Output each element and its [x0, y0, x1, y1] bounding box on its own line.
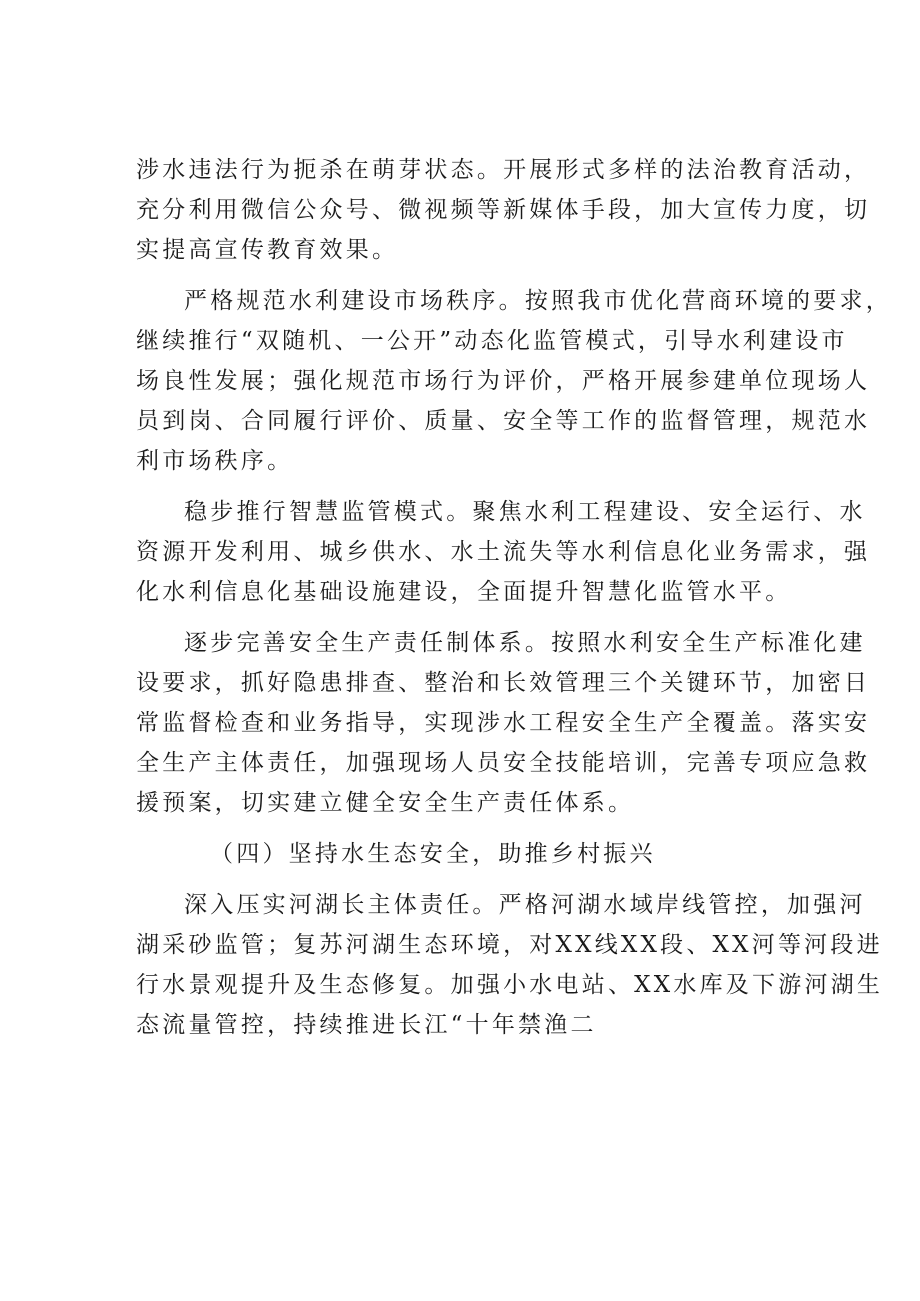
- text-line: 涉水违法行为扼杀在萌芽状态。开展形式多样的法治教育活动，: [136, 157, 871, 183]
- text-line: 继续推行“双随机、一公开”动态化监管模式，引导水利建设市: [136, 328, 848, 354]
- text-line: 充分利用微信公众号、微视频等新媒体手段，加大宣传力度，切: [136, 197, 871, 223]
- section-heading-text: （四）坚持水生态安全，助推乡村振兴: [210, 841, 656, 867]
- text-line: 湖采砂监管；复苏河湖生态环境，对XX线XX段、XX河等河段进: [136, 932, 883, 958]
- text-line: 员到岗、合同履行评价、质量、安全等工作的监督管理，规范水: [136, 408, 871, 434]
- text-line: 场良性发展；强化规范市场行为评价，严格开展参建单位现场人: [136, 368, 871, 394]
- paragraph-smart-supervision: [136, 492, 871, 612]
- text-line: 常监督检查和业务指导，实现涉水工程安全生产全覆盖。落实安: [136, 710, 871, 736]
- paragraph-safety-responsibility: [136, 623, 871, 823]
- text-line: 利市场秩序。: [136, 448, 294, 474]
- text-line: 逐步完善安全生产责任制体系。按照水利安全生产标准化建: [184, 630, 866, 656]
- text-line: 实提高宣传教育效果。: [136, 237, 399, 263]
- paragraph-river-lake-chief: [136, 885, 884, 1045]
- text-line: 态流量管控，持续推进长江“十年禁渔二: [136, 1012, 597, 1038]
- text-line: 全生产主体责任，加强现场人员安全技能培训，完善专项应急救: [136, 750, 871, 776]
- text-line: 严格规范水利建设市场秩序。按照我市优化营商环境的要求，: [184, 288, 892, 314]
- text-line: 援预案，切实建立健全安全生产责任体系。: [136, 790, 635, 816]
- text-line: 行水景观提升及生态修复。加强小水电站、XX水库及下游河湖生: [136, 972, 884, 998]
- text-line: 深入压实河湖长主体责任。严格河湖水域岸线管控，加强河: [184, 892, 866, 918]
- text-line: 化水利信息化基础设施建设，全面提升智慧化监管水平。: [136, 579, 792, 605]
- paragraph-continuation: [136, 150, 871, 270]
- section-heading: [136, 834, 796, 874]
- text-line: 稳步推行智慧监管模式。聚焦水利工程建设、安全运行、水: [184, 499, 866, 525]
- document-body: [136, 150, 892, 1045]
- text-line: 设要求，抓好隐患排查、整治和长效管理三个关键环节，加密日: [136, 670, 871, 696]
- text-line: 资源开发利用、城乡供水、水土流失等水利信息化业务需求，强: [136, 539, 871, 565]
- paragraph-market-order: [136, 281, 892, 481]
